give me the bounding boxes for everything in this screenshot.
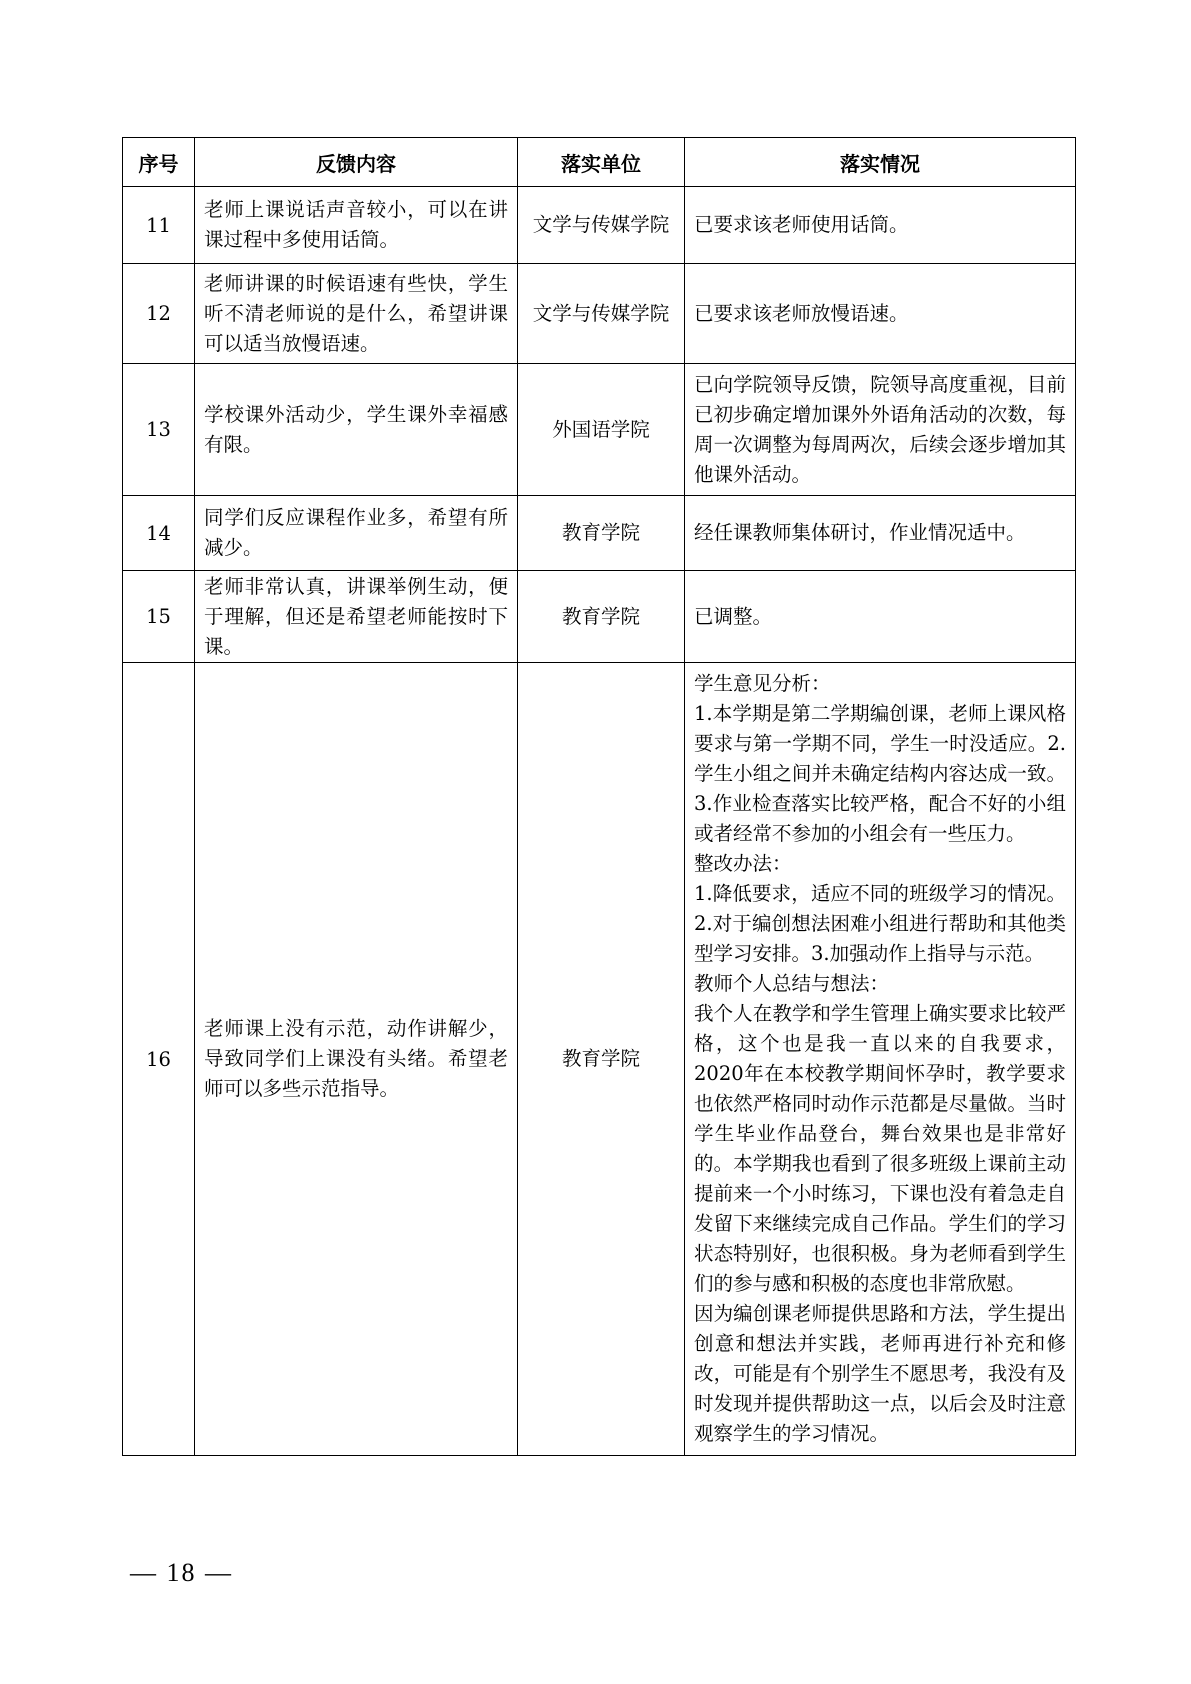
- teacher-summary-paragraph-2: 因为编创课老师提供思路和方法，学生提出创意和想法并实践，老师再进行补充和修改，可能是有个别学生不愿思考，我没有及时发现并提供帮助这一点，以后会及时注意观察学生的学习情况。: [694, 1302, 1066, 1445]
- status-paragraph: 已向学院领导反馈，院领导高度重视，目前已初步确定增加课外外语角活动的次数，每周一次调整为每周两次，后续会逐步增加其他课外活动。: [694, 372, 1066, 486]
- status-cell: [685, 264, 1076, 364]
- row-number: 16: [123, 663, 195, 1456]
- unit-cell: 文学与传媒学院: [518, 187, 685, 264]
- table-header-row: [123, 138, 1076, 187]
- row-number: 13: [123, 364, 195, 496]
- page-number: — 18 —: [130, 1558, 233, 1587]
- header-status: 落实情况: [685, 138, 1076, 187]
- table-row: [123, 187, 1076, 264]
- header-unit: 落实单位: [518, 138, 685, 187]
- row-number: 15: [123, 571, 195, 663]
- table-row: [123, 663, 1076, 1456]
- status-paragraph: 经任课教师集体研讨，作业情况适中。: [694, 521, 1026, 544]
- row-number: 11: [123, 187, 195, 264]
- analysis-paragraph: 1.本学期是第二学期编创课，老师上课风格要求与第一学期不同，学生一时没适应。2.学生小组之间并未确定结构内容达成一致。3.作业检查落实比较严格，配合不好的小组或者经常不参加的小组会有一些压力。: [694, 702, 1066, 845]
- unit-cell: 教育学院: [518, 571, 685, 663]
- teacher-summary-heading: 教师个人总结与想法：: [694, 972, 890, 995]
- unit-cell: 教育学院: [518, 663, 685, 1456]
- table-row: [123, 364, 1076, 496]
- feedback-cell: 老师上课说话声音较小，可以在讲课过程中多使用话筒。: [195, 187, 518, 264]
- header-feedback: 反馈内容: [195, 138, 518, 187]
- feedback-cell: 老师讲课的时候语速有些快，学生听不清老师说的是什么，希望讲课可以适当放慢语速。: [195, 264, 518, 364]
- feedback-cell: 同学们反应课程作业多，希望有所减少。: [195, 496, 518, 571]
- table-row: [123, 496, 1076, 571]
- unit-cell: 文学与传媒学院: [518, 264, 685, 364]
- feedback-cell: 学校课外活动少，学生课外幸福感有限。: [195, 364, 518, 496]
- status-cell: [685, 364, 1076, 496]
- row-number: 12: [123, 264, 195, 364]
- unit-cell: 外国语学院: [518, 364, 685, 496]
- teacher-summary-paragraph: 我个人在教学和学生管理上确实要求比较严格，这个也是我一直以来的自我要求，2020年在本校教学期间怀孕时，教学要求也依然严格同时动作示范都是尽量做。当时学生毕业作品登台，舞台效果也是非常好的。本学期我也看到了很多班级上课前主动提前来一个小时练习，下课也没有着急走自发留下来继续完成自己作品。学生们的学习状态特别好，也很积极。身为老师看到学生们的参与感和积极的态度也非常欣慰。: [694, 1002, 1066, 1295]
- status-cell: [685, 663, 1076, 1456]
- unit-cell: 教育学院: [518, 496, 685, 571]
- rectification-paragraph: 1.降低要求，适应不同的班级学习的情况。2.对于编创想法困难小组进行帮助和其他类型学习安排。3.加强动作上指导与示范。: [694, 882, 1066, 965]
- feedback-cell: 老师课上没有示范，动作讲解少，导致同学们上课没有头绪。希望老师可以多些示范指导。: [195, 663, 518, 1456]
- status-paragraph: 已要求该老师使用话筒。: [694, 213, 909, 236]
- status-paragraph: 已要求该老师放慢语速。: [694, 301, 909, 325]
- status-cell: [685, 496, 1076, 571]
- status-cell: [685, 187, 1076, 264]
- rectification-heading: 整改办法：: [694, 852, 792, 875]
- status-paragraph: 已调整。: [694, 604, 773, 628]
- table-row: [123, 264, 1076, 364]
- table-row: [123, 571, 1076, 663]
- row-number: 14: [123, 496, 195, 571]
- status-cell: [685, 571, 1076, 663]
- feedback-cell: 老师非常认真，讲课举例生动，便于理解，但还是希望老师能按时下课。: [195, 571, 518, 663]
- feedback-table: [122, 137, 1076, 1456]
- analysis-heading: 学生意见分析：: [694, 672, 831, 695]
- header-no: 序号: [123, 138, 195, 187]
